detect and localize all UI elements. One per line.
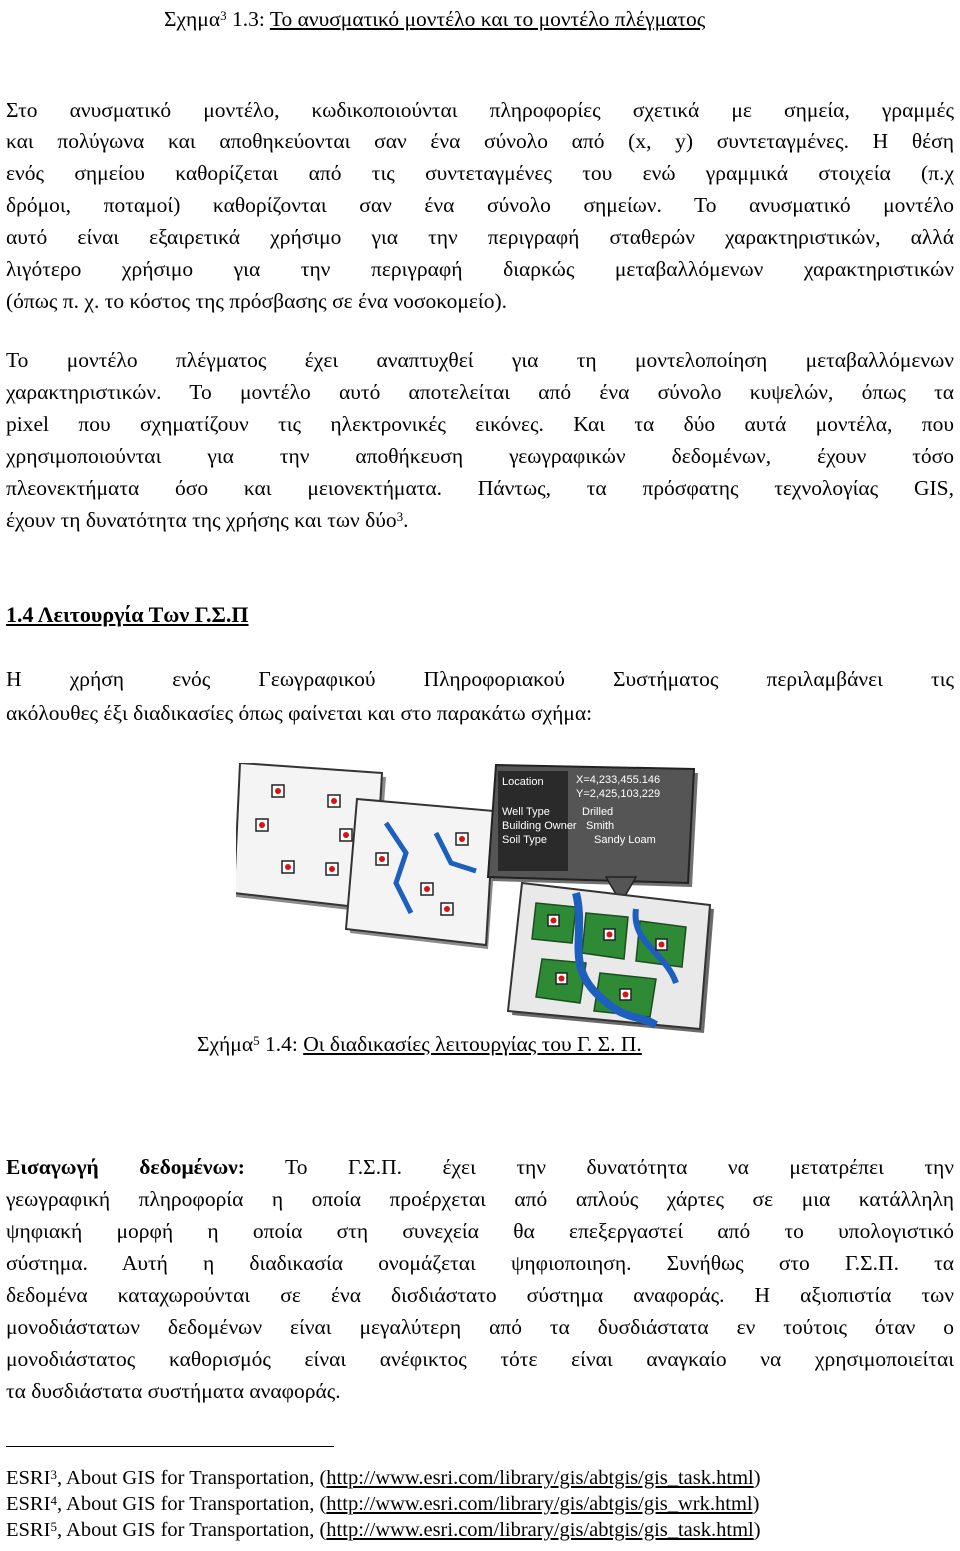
map-layer [508,883,714,1033]
text-line: έχουν τη δυνατότητα της χρήσης και των δύο$^3$. [6,508,409,532]
text-line: τα δυσδιάστατα συστήματα αναφοράς. [6,1379,341,1403]
text-line: και πολύγωνα και αποθηκεύονται σαν ένα σύνολο από (x, y) συντεταγμένες. Η θέση [6,129,954,153]
footnote-divider [6,1446,334,1447]
text-line: πλεονεκτήματα όσο και μειονεκτήματα. Πάντως, τα πρόσφατης τεχνολογίας GIS, [6,476,954,500]
footnote-4: ESRI$^4$, About GIS for Transportation, (http://www.esri.com/library/gis/abtgis/gis_wrk.html) [6,1493,760,1515]
lines-layer [346,799,498,949]
footnote-link[interactable]: http://www.esri.com/library/gis/abtgis/gis_task.html [326,1467,754,1489]
text-line: αυτό είναι εξαιρετικά χρήσιμο για την περιγραφή σταθερών χαρακτηριστικών, αλλά [6,225,954,249]
caption-prefix: Σχήμα [197,1032,254,1056]
value-smith: Smith [586,820,615,832]
attribute-table-layer [488,765,698,903]
text-line: λιγότερο χρήσιμο για την περιγραφή διαρκώς μεταβαλλόμενων χαρακτηριστικών [6,257,954,281]
gis-layers-illustration [236,763,716,1043]
text-line: Το μοντέλο πλέγματος έχει αναπτυχθεί για τη μοντελοποίηση μεταβαλλόμενων [6,348,954,372]
term-data-input: Εισαγωγή δεδομένων: [6,1155,245,1179]
value-y: Y=2,425,103,229 [576,788,661,800]
value-x: X=4,233,455.146 [576,774,661,786]
gis-layers-figure [236,763,716,1043]
text-line: ενός σημείου καθορίζεται από τις συντεταγμένες του ενώ γραμμικά στοιχεία (π.χ [6,161,954,185]
footnote-link[interactable]: http://www.esri.com/library/gis/abtgis/gis_wrk.html [326,1493,753,1515]
footnote-5: ESRI$^5$, About GIS for Transportation, (http://www.esri.com/library/gis/abtgis/gis_task.html) [6,1519,761,1541]
text-line: χαρακτηριστικών. Το μοντέλο αυτό αποτελείται από ένα σύνολο κυψελών, όπως τα [6,380,954,404]
caption-number: 1.4: [259,1032,304,1056]
text-line: γεωγραφική πληροφορία η οποία προέρχεται από απλούς χάρτες σε μια κατάλληλη [6,1187,954,1211]
text-line: ακόλουθες έξι διαδικασίες όπως φαίνεται και στο παρακάτω σχήμα: [6,701,593,725]
text-line: σύστημα. Αυτή η διαδικασία ονομάζεται ψηφιοποιηση. Συνήθως στο Γ.Σ.Π. τα [6,1251,954,1275]
footnote-ref[interactable]: 5 [253,1033,260,1048]
footnote-ref[interactable]: 3 [220,8,227,23]
footnote-link[interactable]: http://www.esri.com/library/gis/abtgis/gis_task.html [326,1519,754,1541]
caption-title: Οι διαδικασίες λειτουργίας του Γ. Σ. Π. [303,1032,642,1056]
text-line: δρόμοι, ποταμοί) καθορίζονται σαν ένα σύνολο σημείων. Το ανυσματικό μοντέλο [6,193,954,217]
text-line: (όπως π. χ. το κόστος της πρόσβασης σε ένα νοσοκομείο). [6,289,507,313]
text-line: μονοδιάστατος καθορισμός είναι ανέφικτος τότε είναι αναγκαίο να χρησιμοποιείται [6,1347,954,1371]
value-drilled: Drilled [582,806,614,818]
label-well-type: Well Type [502,806,550,818]
text-line: pixel που σχηματίζουν τις ηλεκτρονικές εικόνες. Και τα δύο αυτά μοντέλα, που [6,412,954,436]
label-building-owner: Building Owner [502,820,577,832]
text-line: δεδομένα καταχωρούνται σε ένα δισδιάστατο σύστημα αναφοράς. Η αξιοπιστία των [6,1283,954,1307]
text-line: ψηφιακή μορφή η οποία στη συνεχεία θα επεξεργαστεί από το υπολογιστικό [6,1219,954,1243]
footnote-ref[interactable]: 3 [396,509,404,524]
text-line: Εισαγωγή δεδομένων: Το Γ.Σ.Π. έχει την δυνατότητα να μετατρέπει την [6,1155,954,1179]
footnote-3: ESRI$^3$, About GIS for Transportation, (http://www.esri.com/library/gis/abtgis/gis_task.html) [6,1467,761,1489]
caption-title: Το ανυσματικό μοντέλο και το μοντέλο πλέγματος [269,7,706,31]
figure-caption-2 [197,1031,954,1057]
value-sandy-loam: Sandy Loam [594,834,656,846]
text-line: Η χρήση ενός Γεωγραφικού Πληροφοριακού Συστήματος περιλαμβάνει τις [6,667,954,691]
caption-number: 1.3: [226,7,270,31]
text-line: μονοδιάστατων δεδομένων είναι μεγαλύτερη από τα δυσδιάστατα εν τούτοις όταν ο [6,1315,954,1339]
figure-caption-1 [164,6,954,32]
text-line: Στο ανυσματικό μοντέλο, κωδικοποιούνται πληροφορίες σχετικά με σημεία, γραμμές [6,98,954,122]
label-soil-type: Soil Type [502,834,548,846]
label-location: Location [502,776,544,788]
text-line: χρησιμοποιούνται για την αποθήκευση γεωγραφικών δεδομένων, έχουν τόσο [6,444,954,468]
section-heading: 1.4 Λειτουργία Των Γ.Σ.Π [6,602,249,627]
caption-prefix: Σχημα [164,7,221,31]
